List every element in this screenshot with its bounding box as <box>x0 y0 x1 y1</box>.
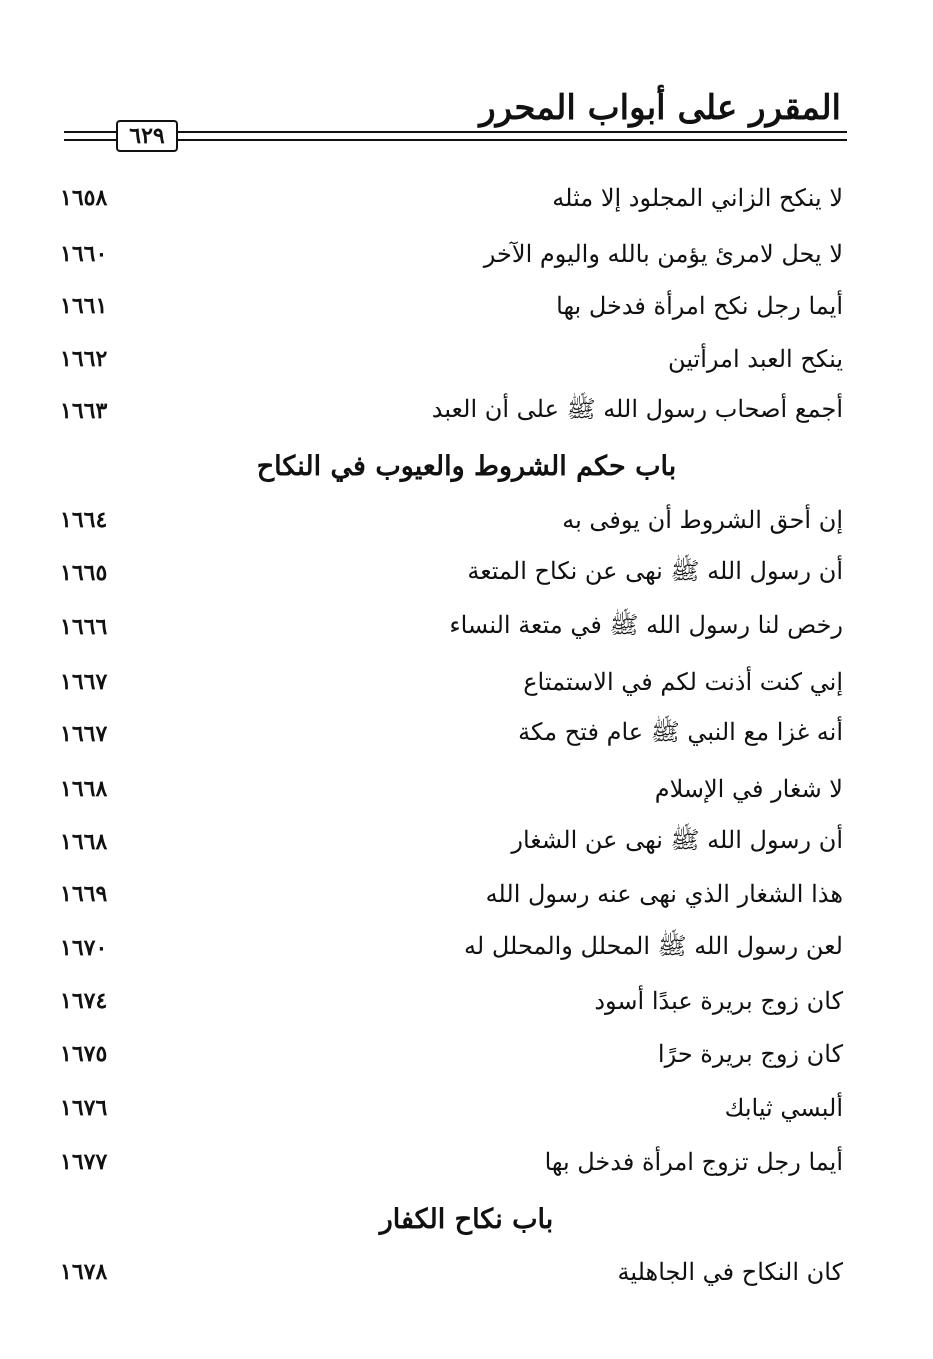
entry-text: أيما رجل نكح امرأة فدخل بها <box>556 292 843 320</box>
index-entry <box>60 1142 843 1182</box>
entry-text: ألبسي ثيابك <box>724 1094 843 1122</box>
index-entry <box>60 1034 843 1074</box>
entry-text: إن أحق الشروط أن يوفى به <box>562 506 843 534</box>
index-entry <box>60 874 843 914</box>
entry-page-number: ١٦٦٢ <box>60 346 108 372</box>
entry-text: أن رسول الله ﷺ نهى عن الشغار <box>511 825 843 854</box>
entry-page-number: ١٦٦٨ <box>60 829 108 855</box>
entry-page-number: ١٦٦٧ <box>60 669 108 695</box>
book-title: المقرر على أبواب المحرر <box>479 88 841 128</box>
entry-page-number: ١٦٦٧ <box>60 721 108 747</box>
entry-page-number: ١٦٧٧ <box>60 1149 108 1175</box>
index-entry <box>60 714 843 754</box>
index-entry <box>60 391 843 431</box>
entry-text: أجمع أصحاب رسول الله ﷺ على أن العبد <box>431 394 843 423</box>
section-heading: باب نكاح الكفار <box>379 1204 554 1235</box>
entry-text: لعن رسول الله ﷺ المحلل والمحلل له <box>464 931 843 960</box>
entry-page-number: ١٦٧٦ <box>60 1095 108 1121</box>
entry-page-number: ١٦٦٩ <box>60 881 108 907</box>
entry-page-number: ١٦٦١ <box>60 293 108 319</box>
page-number: ٦٢٩ <box>116 120 178 152</box>
entry-text: إني كنت أذنت لكم في الاستمتاع <box>523 668 843 696</box>
index-entry <box>60 662 843 702</box>
entry-text: لا شغار في الإسلام <box>654 775 843 803</box>
index-entry <box>60 500 843 540</box>
index-entry <box>60 981 843 1021</box>
entry-text: كان زوج بريرة حرًا <box>657 1040 843 1068</box>
entry-page-number: ١٦٦٠ <box>60 241 108 267</box>
section-heading: باب حكم الشروط والعيوب في النكاح <box>256 451 677 482</box>
entry-text: لا يحل لامرئ يؤمن بالله واليوم الآخر <box>483 240 843 268</box>
entry-page-number: ١٦٦٤ <box>60 507 108 533</box>
entry-text: كان النكاح في الجاهلية <box>617 1258 843 1286</box>
entry-text: أن رسول الله ﷺ نهى عن نكاح المتعة <box>467 556 843 585</box>
index-entry <box>60 553 843 593</box>
entry-text: أنه غزا مع النبي ﷺ عام فتح مكة <box>518 717 843 746</box>
index-entry <box>60 1088 843 1128</box>
index-entry <box>60 928 843 968</box>
entry-text: لا ينكح الزاني المجلود إلا مثله <box>552 184 843 212</box>
index-entry <box>60 607 843 647</box>
index-entry <box>60 339 843 379</box>
entry-text: هذا الشغار الذي نهى عنه رسول الله <box>485 880 843 908</box>
index-entry <box>60 286 843 326</box>
entry-text: كان زوج بريرة عبدًا أسود <box>594 987 843 1015</box>
entry-page-number: ١٦٦٦ <box>60 614 108 640</box>
entry-page-number: ١٦٦٨ <box>60 776 108 802</box>
entry-page-number: ١٦٧٥ <box>60 1041 108 1067</box>
entry-page-number: ١٦٧٠ <box>60 935 108 961</box>
entry-page-number: ١٦٦٥ <box>60 560 108 586</box>
index-entry <box>60 234 843 274</box>
entry-text: رخص لنا رسول الله ﷺ في متعة النساء <box>449 610 843 639</box>
entry-text: أيما رجل تزوج امرأة فدخل بها <box>544 1148 843 1176</box>
index-entry <box>60 178 843 218</box>
index-entry <box>60 822 843 862</box>
index-entry <box>60 769 843 809</box>
entry-page-number: ١٦٥٨ <box>60 185 108 211</box>
index-entry <box>60 1252 843 1292</box>
entry-page-number: ١٦٧٨ <box>60 1259 108 1285</box>
entry-text: ينكح العبد امرأتين <box>668 345 843 373</box>
entry-page-number: ١٦٧٤ <box>60 988 108 1014</box>
entry-page-number: ١٦٦٣ <box>60 398 108 424</box>
